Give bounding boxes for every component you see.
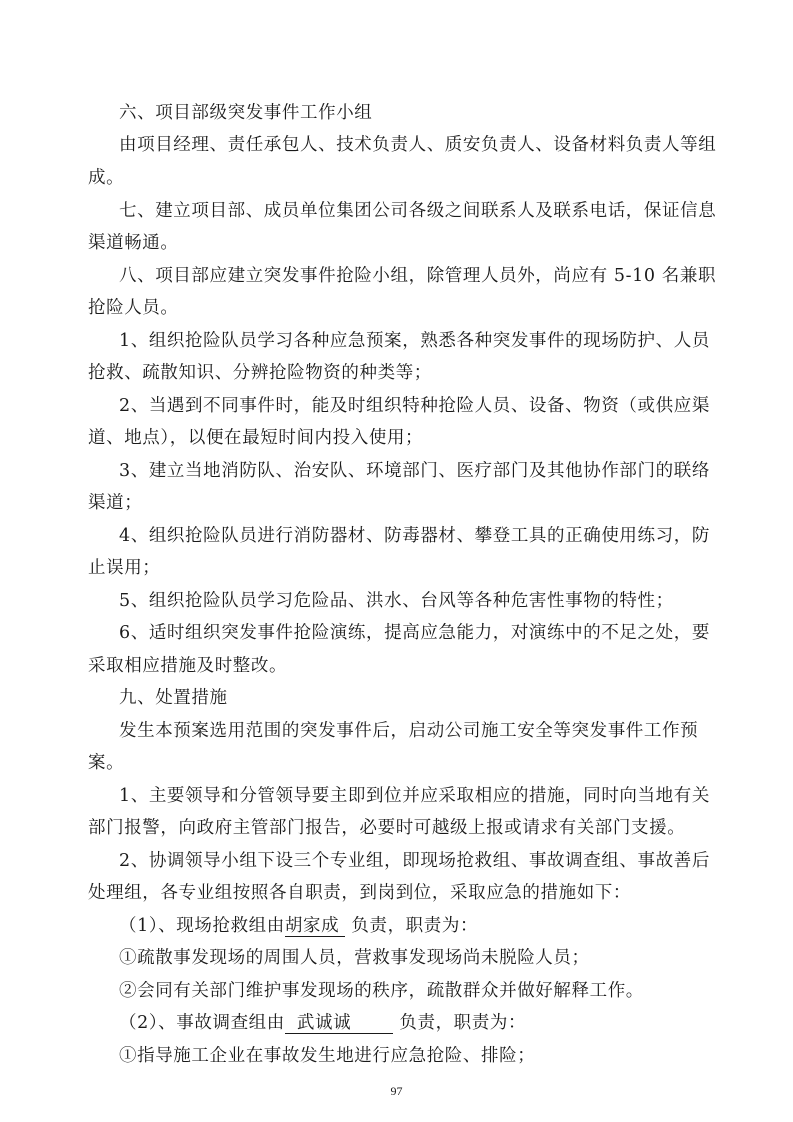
- section-heading: 七、建立项目部、成员单位集团公司各级之间联系人及联系电话，保证信息: [119, 201, 717, 221]
- list-item: 1、组织抢险队员学习各种应急预案，熟悉各种突发事件的现场防护、人员: [119, 331, 710, 351]
- section-heading: 六、项目部级突发事件工作小组: [119, 103, 373, 123]
- duty-item: ②会同有关部门维护事发现场的秩序，疏散群众并做好解释工作。: [119, 981, 644, 1001]
- paragraph-line: 由项目经理、责任承包人、技术负责人、质安负责人、设备材料负责人等组: [119, 135, 717, 155]
- paragraph-line: 渠道畅通。: [88, 233, 179, 253]
- list-item: 5、组织抢险队员学习危险品、洪水、台风等各种危害性事物的特性；: [119, 591, 674, 611]
- paragraph-line: 道、地点），以便在最短时间内投入使用；: [88, 428, 424, 448]
- paragraph-line: 部门报警，向政府主管部门报告，必要时可越级上报或请求有关部门支援。: [88, 818, 686, 838]
- paragraph-line: 抢救、疏散知识、分辨抢险物资的种类等；: [88, 363, 432, 383]
- duty-item: ①疏散事发现场的周围人员，营救事发现场尚未脱险人员；: [119, 948, 590, 968]
- list-item: 2、当遇到不同事件时，能及时组织特种抢险人员、设备、物资（或供应渠: [119, 396, 710, 416]
- list-item: 2、协调领导小组下设三个专业组，即现场抢救组、事故调查组、事故善后: [119, 851, 710, 871]
- rescue-group-line: [119, 914, 478, 938]
- investigation-group-suffix: 负责，职责为：: [399, 1013, 527, 1033]
- list-item: 4、组织抢险队员进行消防器材、防毒器材、攀登工具的正确使用练习，防: [119, 526, 710, 546]
- investigation-group-prefix: （2）、事故调查组由: [119, 1013, 285, 1033]
- paragraph-line: 采取相应措施及时整改。: [88, 656, 288, 676]
- paragraph-line: 案。: [88, 753, 125, 773]
- paragraph-line: 处理组，各专业组按照各自职责，到岗到位，采取应急的措施如下：: [88, 883, 631, 903]
- section-heading: 八、项目部应建立突发事件抢险小组，除管理人员外，尚应有 5-10 名兼职: [119, 266, 717, 286]
- list-item: 3、建立当地消防队、治安队、环境部门、医疗部门及其他协作部门的联络: [119, 461, 710, 481]
- investigation-group-line: [119, 1011, 526, 1035]
- section-heading: 九、处置措施: [119, 688, 228, 708]
- rescue-group-suffix: 负责，职责为：: [351, 916, 479, 936]
- rescue-group-prefix: （1）、现场抢救组由: [119, 916, 285, 936]
- paragraph-line: 渠道；: [88, 493, 143, 513]
- list-item: 6、适时组织突发事件抢险演练，提高应急能力，对演练中的不足之处，要: [119, 623, 710, 643]
- duty-item: ①指导施工企业在事故发生地进行应急抢险、排险；: [119, 1046, 536, 1066]
- paragraph-line: 成。: [88, 168, 125, 188]
- list-item: 1、主要领导和分管领导要主即到位并应采取相应的措施，同时向当地有关: [119, 786, 710, 806]
- page-number: 97: [390, 1084, 403, 1098]
- rescue-group-leader: 胡家成: [285, 916, 345, 937]
- paragraph-line: 止误用；: [88, 558, 161, 578]
- paragraph-line: 抢险人员。: [88, 298, 179, 318]
- paragraph-line: 发生本预案选用范围的突发事件后，启动公司施工安全等突发事件工作预: [119, 721, 699, 741]
- investigation-group-leader: 武诚诚: [285, 1013, 393, 1034]
